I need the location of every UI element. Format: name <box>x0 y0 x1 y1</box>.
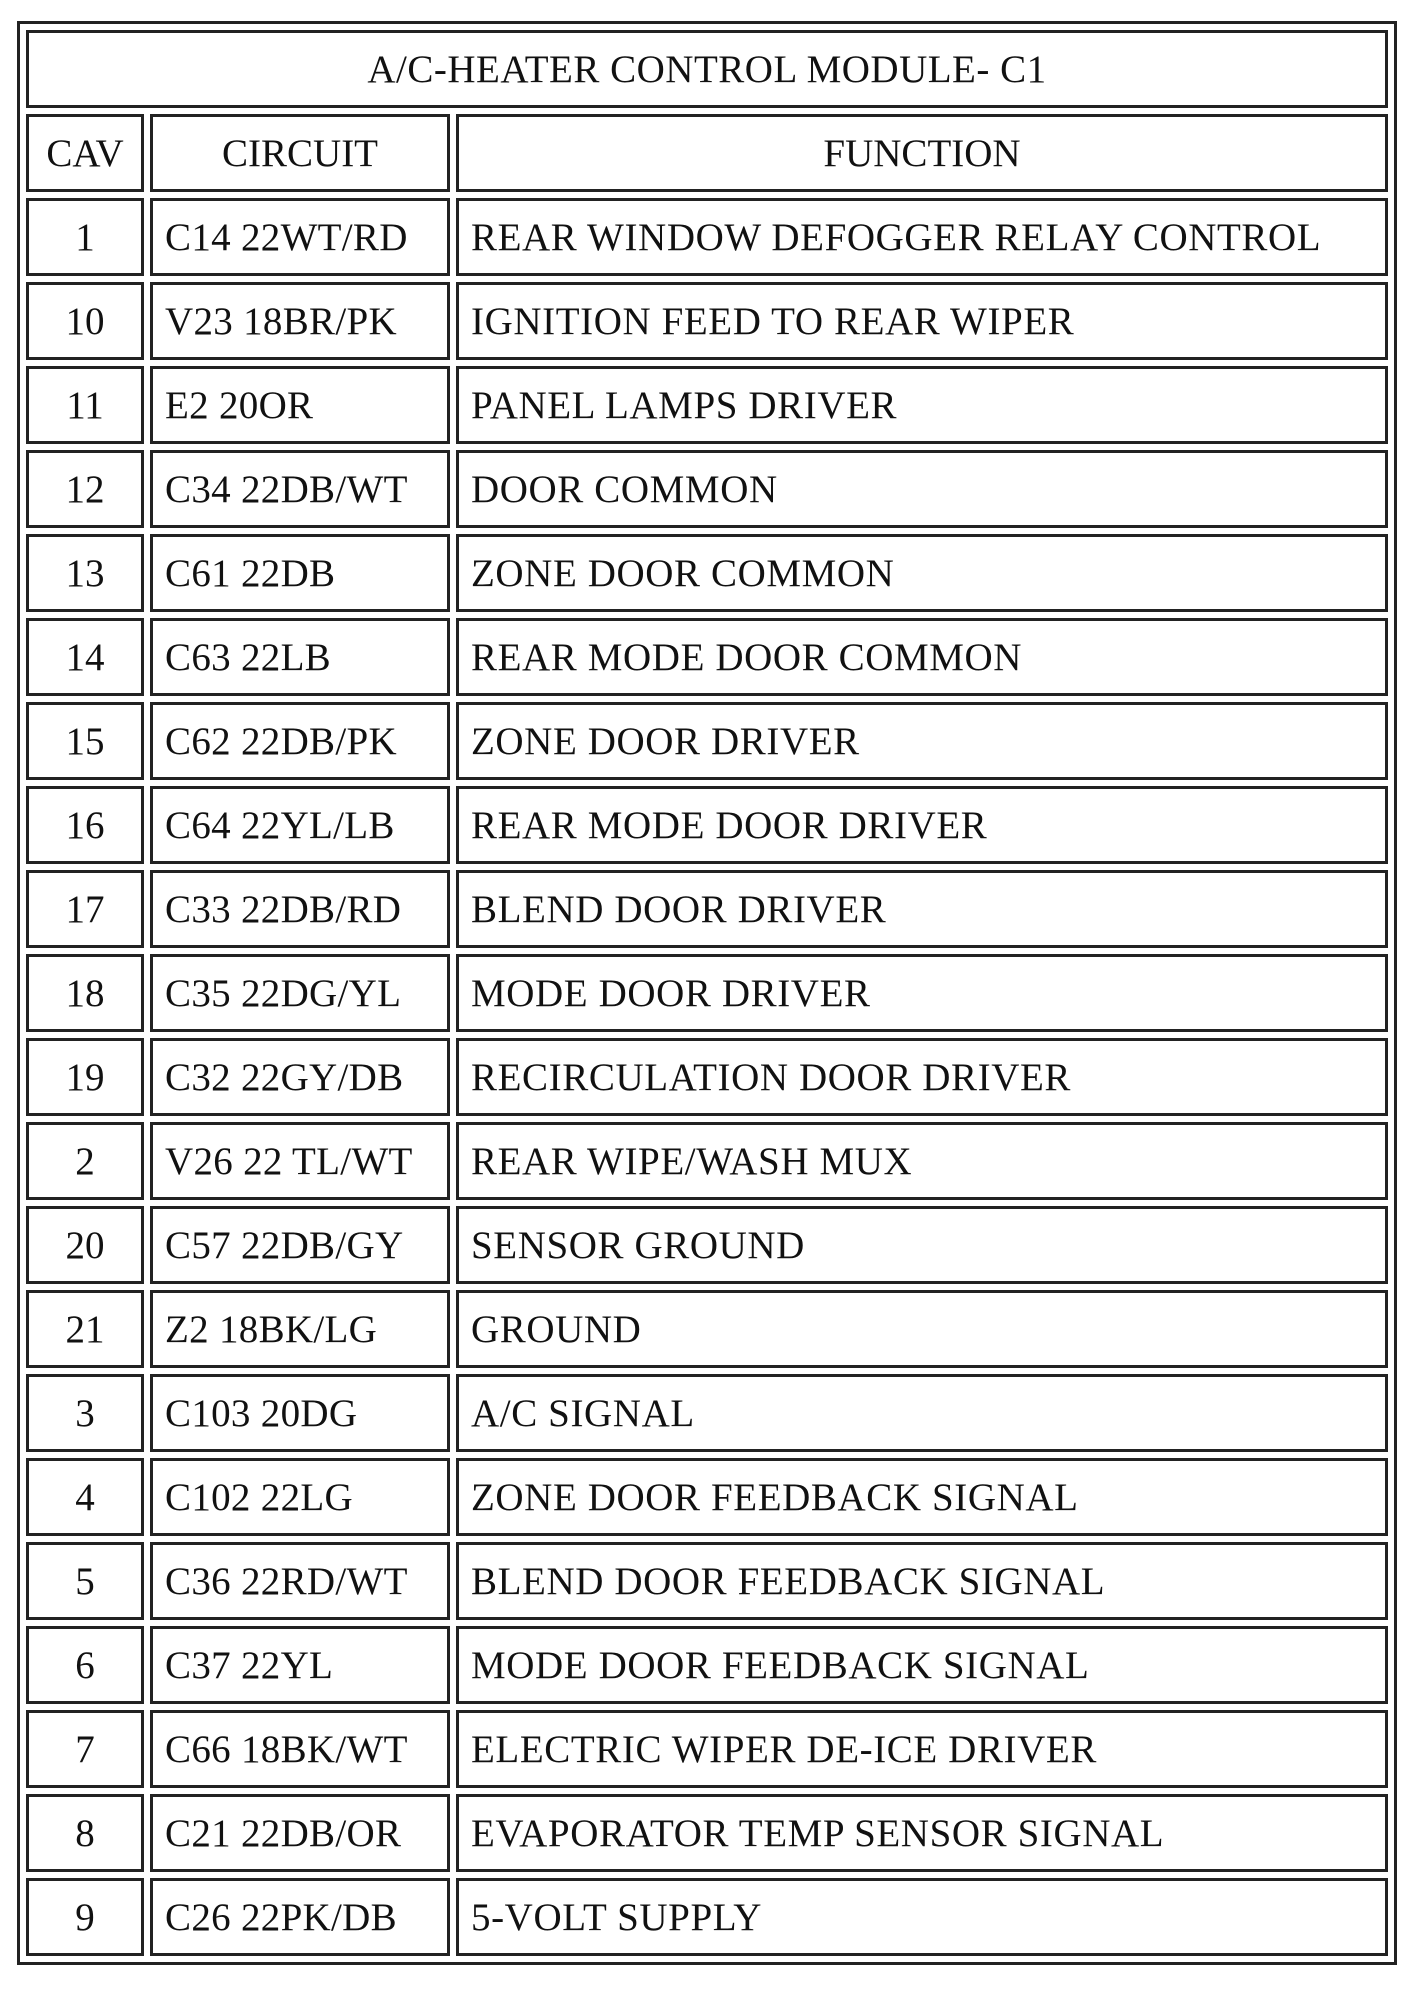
circuit-cell: C102 22LG <box>150 1458 450 1536</box>
table-row <box>26 1542 1388 1620</box>
cav-cell: 16 <box>26 786 144 864</box>
connector-pinout-sheet <box>17 21 1397 1965</box>
table-row <box>26 1038 1388 1116</box>
function-cell: BLEND DOOR FEEDBACK SIGNAL <box>456 1542 1388 1620</box>
function-cell: SENSOR GROUND <box>456 1206 1388 1284</box>
title-row <box>26 30 1388 108</box>
circuit-cell: C33 22DB/RD <box>150 870 450 948</box>
function-cell: DOOR COMMON <box>456 450 1388 528</box>
circuit-cell: C14 22WT/RD <box>150 198 450 276</box>
function-cell: BLEND DOOR DRIVER <box>456 870 1388 948</box>
circuit-cell: V26 22 TL/WT <box>150 1122 450 1200</box>
cav-cell: 12 <box>26 450 144 528</box>
cav-cell: 6 <box>26 1626 144 1704</box>
function-cell: ZONE DOOR COMMON <box>456 534 1388 612</box>
cav-cell: 11 <box>26 366 144 444</box>
circuit-cell: C21 22DB/OR <box>150 1794 450 1872</box>
function-cell: REAR WIPE/WASH MUX <box>456 1122 1388 1200</box>
header-cav: CAV <box>26 114 144 192</box>
table-row <box>26 534 1388 612</box>
function-cell: ZONE DOOR DRIVER <box>456 702 1388 780</box>
table-row <box>26 1206 1388 1284</box>
table-row <box>26 954 1388 1032</box>
function-cell: IGNITION FEED TO REAR WIPER <box>456 282 1388 360</box>
table-row <box>26 786 1388 864</box>
table-row <box>26 1122 1388 1200</box>
table-row <box>26 282 1388 360</box>
circuit-cell: C35 22DG/YL <box>150 954 450 1032</box>
circuit-cell: E2 20OR <box>150 366 450 444</box>
table-row <box>26 1626 1388 1704</box>
table-row <box>26 1794 1388 1872</box>
pinout-table <box>17 21 1397 1965</box>
header-row <box>26 114 1388 192</box>
function-cell: ELECTRIC WIPER DE-ICE DRIVER <box>456 1710 1388 1788</box>
cav-cell: 8 <box>26 1794 144 1872</box>
cav-cell: 15 <box>26 702 144 780</box>
pinout-rows <box>26 198 1388 1956</box>
function-cell: PANEL LAMPS DRIVER <box>456 366 1388 444</box>
function-cell: MODE DOOR FEEDBACK SIGNAL <box>456 1626 1388 1704</box>
circuit-cell: C57 22DB/GY <box>150 1206 450 1284</box>
cav-cell: 13 <box>26 534 144 612</box>
function-cell: REAR MODE DOOR COMMON <box>456 618 1388 696</box>
function-cell: MODE DOOR DRIVER <box>456 954 1388 1032</box>
cav-cell: 19 <box>26 1038 144 1116</box>
cav-cell: 7 <box>26 1710 144 1788</box>
table-row <box>26 1710 1388 1788</box>
table-row <box>26 1290 1388 1368</box>
circuit-cell: C36 22RD/WT <box>150 1542 450 1620</box>
function-cell: GROUND <box>456 1290 1388 1368</box>
cav-cell: 20 <box>26 1206 144 1284</box>
circuit-cell: C34 22DB/WT <box>150 450 450 528</box>
cav-cell: 4 <box>26 1458 144 1536</box>
table-title: A/C-HEATER CONTROL MODULE- C1 <box>26 30 1388 108</box>
function-cell: REAR MODE DOOR DRIVER <box>456 786 1388 864</box>
cav-cell: 1 <box>26 198 144 276</box>
cav-cell: 18 <box>26 954 144 1032</box>
cav-cell: 17 <box>26 870 144 948</box>
circuit-cell: C26 22PK/DB <box>150 1878 450 1956</box>
circuit-cell: V23 18BR/PK <box>150 282 450 360</box>
table-row <box>26 1878 1388 1956</box>
circuit-cell: C103 20DG <box>150 1374 450 1452</box>
table-row <box>26 870 1388 948</box>
circuit-cell: C62 22DB/PK <box>150 702 450 780</box>
table-row <box>26 702 1388 780</box>
table-row <box>26 450 1388 528</box>
circuit-cell: C66 18BK/WT <box>150 1710 450 1788</box>
circuit-cell: C63 22LB <box>150 618 450 696</box>
table-row <box>26 618 1388 696</box>
header-function: FUNCTION <box>456 114 1388 192</box>
function-cell: REAR WINDOW DEFOGGER RELAY CONTROL <box>456 198 1388 276</box>
table-row <box>26 366 1388 444</box>
table-row <box>26 1374 1388 1452</box>
circuit-cell: C64 22YL/LB <box>150 786 450 864</box>
cav-cell: 9 <box>26 1878 144 1956</box>
function-cell: 5-VOLT SUPPLY <box>456 1878 1388 1956</box>
function-cell: EVAPORATOR TEMP SENSOR SIGNAL <box>456 1794 1388 1872</box>
header-circuit: CIRCUIT <box>150 114 450 192</box>
cav-cell: 3 <box>26 1374 144 1452</box>
circuit-cell: C37 22YL <box>150 1626 450 1704</box>
cav-cell: 14 <box>26 618 144 696</box>
cav-cell: 5 <box>26 1542 144 1620</box>
circuit-cell: C32 22GY/DB <box>150 1038 450 1116</box>
function-cell: A/C SIGNAL <box>456 1374 1388 1452</box>
cav-cell: 2 <box>26 1122 144 1200</box>
table-row <box>26 198 1388 276</box>
function-cell: ZONE DOOR FEEDBACK SIGNAL <box>456 1458 1388 1536</box>
function-cell: RECIRCULATION DOOR DRIVER <box>456 1038 1388 1116</box>
table-row <box>26 1458 1388 1536</box>
cav-cell: 21 <box>26 1290 144 1368</box>
cav-cell: 10 <box>26 282 144 360</box>
circuit-cell: Z2 18BK/LG <box>150 1290 450 1368</box>
circuit-cell: C61 22DB <box>150 534 450 612</box>
